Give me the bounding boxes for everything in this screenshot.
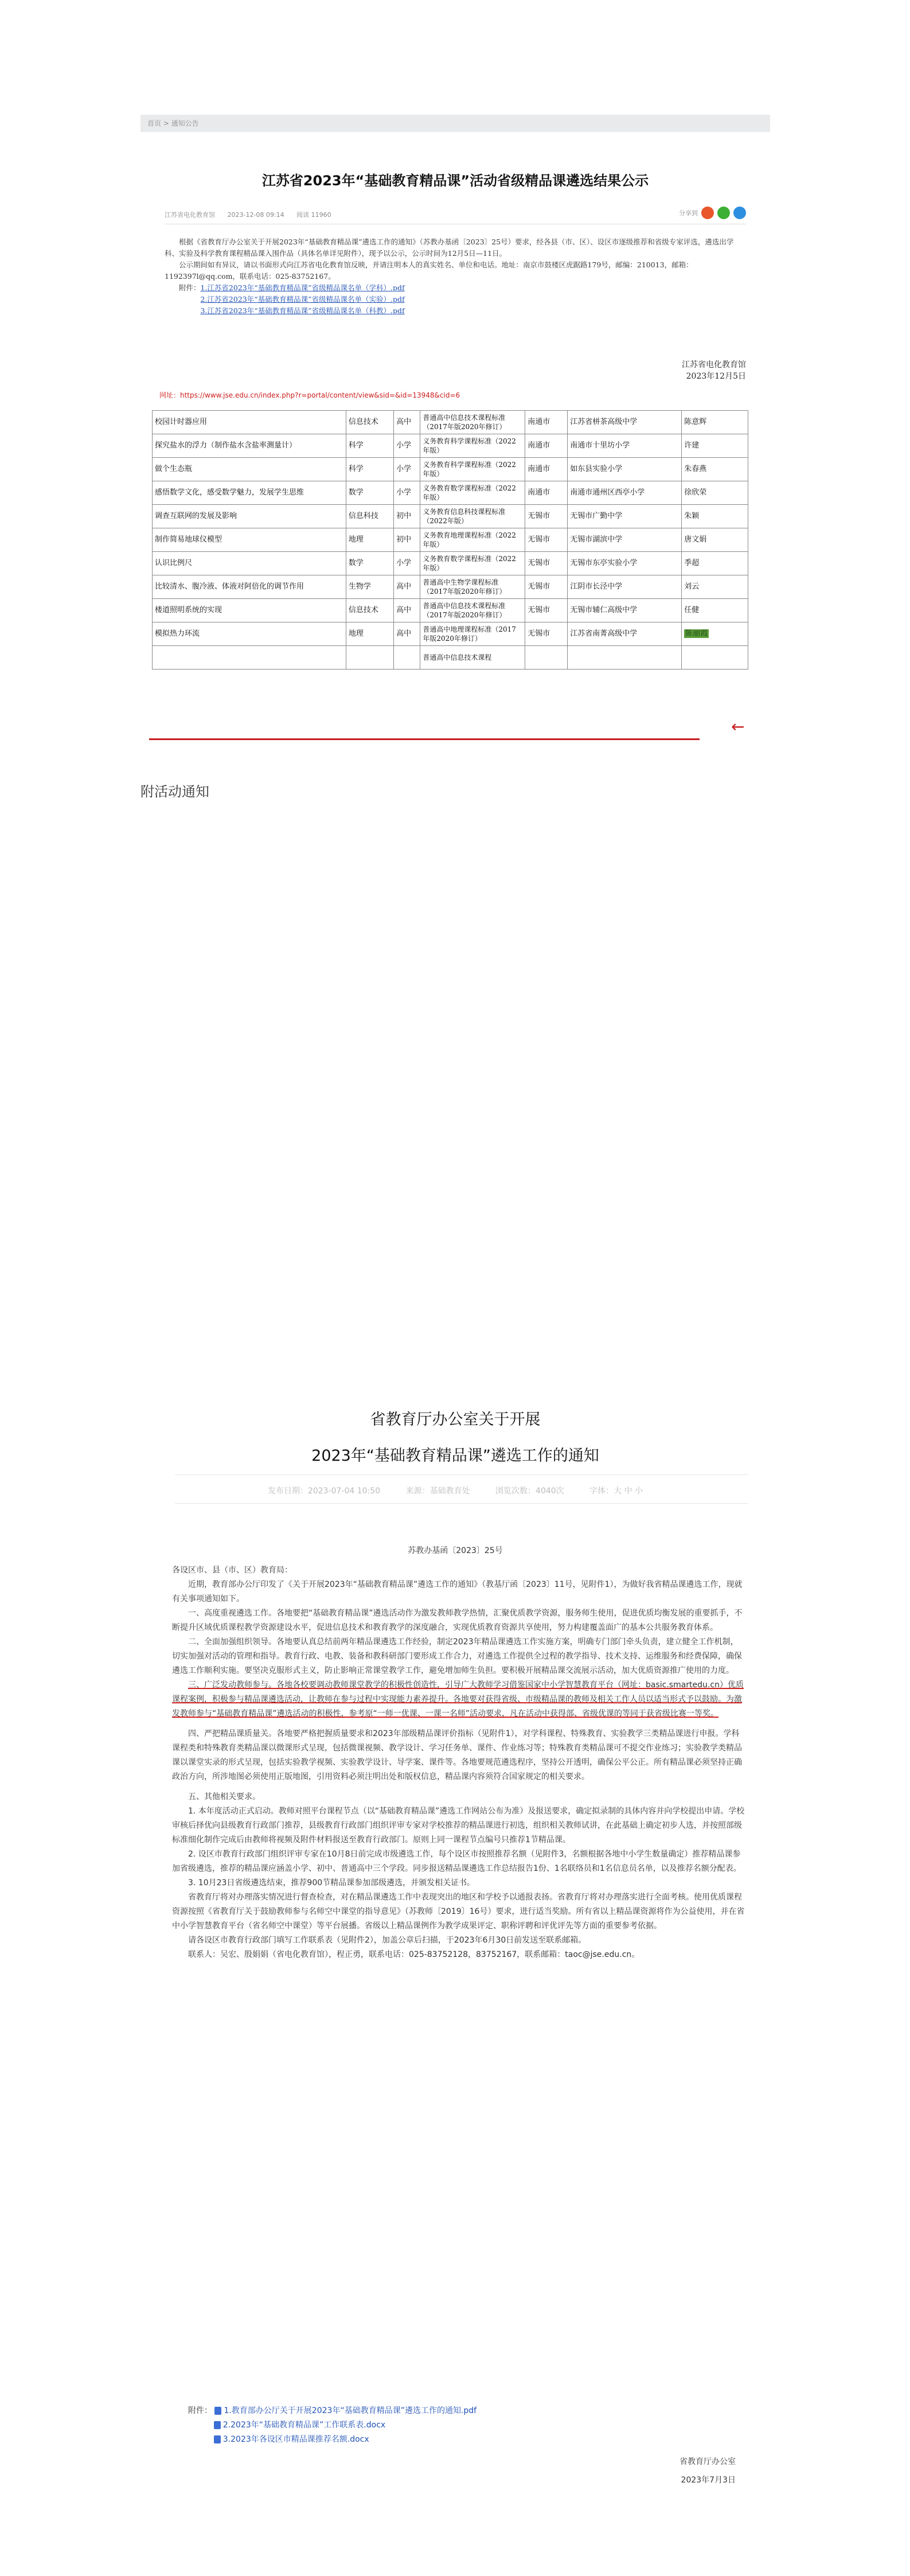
table-cell — [420, 599, 525, 622]
meta-published: 发布日期：2023-07-04 10:50 — [267, 1487, 381, 1496]
cell-text: 认识比例尺 — [155, 559, 193, 567]
cell-text: 季超 — [684, 559, 700, 567]
table-cell — [568, 646, 682, 670]
table-cell — [420, 505, 525, 528]
cell-text: 江阴市长泾中学 — [570, 582, 623, 591]
cell-text: 地理 — [348, 535, 364, 544]
share-label: 分享到 — [679, 209, 698, 217]
meta-views: 阅读 11960 — [296, 211, 331, 219]
table-cell — [682, 599, 748, 622]
table-cell — [346, 552, 393, 575]
sign-date: 2023年12月5日 — [686, 372, 746, 381]
table-row — [153, 646, 748, 670]
table-row — [153, 552, 748, 575]
table-cell — [346, 458, 393, 481]
cell-text: 义务教育信息科技课程标准（2022年版） — [423, 508, 506, 525]
cell-text: 小学 — [396, 465, 412, 473]
table-cell — [525, 411, 568, 434]
cell-text: 校园计时器应用 — [155, 418, 208, 426]
cell-text: 无锡市 — [528, 629, 550, 638]
cell-text: 信息技术 — [348, 418, 378, 426]
cell-text: 科学 — [348, 441, 364, 450]
body-paragraph: 3. 10月23日省级遴选结束，推荐900节精品课参加部级遴选，并颁发相关证书。 — [188, 1878, 475, 1888]
attachments — [165, 282, 746, 317]
table-cell — [525, 575, 568, 599]
cell-text: 南通市 — [528, 441, 550, 450]
table-cell — [346, 505, 393, 528]
caption: 附活动通知 — [140, 784, 209, 800]
cell-text: 小学 — [396, 488, 412, 497]
table-cell — [420, 575, 525, 599]
cell-text: 无锡市辅仁高级中学 — [570, 606, 638, 614]
table-cell — [525, 434, 568, 458]
table-cell — [420, 552, 525, 575]
table-cell — [394, 599, 420, 622]
cell-text: 数学 — [348, 488, 364, 497]
notice-body — [172, 1563, 745, 1962]
table-cell — [682, 411, 748, 434]
attachment-link[interactable]: 2.江苏省2023年“基础教育精品课”省级精品课名单（实验）.pdf — [200, 295, 405, 303]
table-cell — [346, 599, 393, 622]
notice-screenshot — [140, 1394, 770, 2485]
cell-text: 义务教育科学课程标准（2022年版） — [423, 461, 516, 478]
table-cell — [394, 434, 420, 458]
table-cell — [394, 622, 420, 646]
cell-text: 普通高中生物学课程标准（2017年版2020年修订） — [423, 578, 506, 596]
table-cell — [420, 528, 525, 552]
cell-text: 楼道照明系统的实现 — [155, 606, 222, 614]
attachments-label: 附件： — [188, 2406, 212, 2415]
table-cell — [420, 646, 525, 670]
table-row — [153, 599, 748, 622]
notice-title-line2: 2023年“基础教育精品课”遴选工作的通知 — [311, 1447, 599, 1465]
table-cell — [346, 434, 393, 458]
attachment-link[interactable]: 3.江苏省2023年“基础教育精品课”省级精品课名单（科教）.pdf — [200, 306, 405, 315]
cell-text: 陈意辉 — [684, 418, 707, 426]
table-cell — [525, 458, 568, 481]
url-line: 网址：https://www.jse.edu.cn/index.php?r=portal/content/view&sid=&id=13948&cid=6 — [159, 391, 460, 399]
cell-text: 如东县实验小学 — [570, 465, 623, 473]
table-cell — [682, 505, 748, 528]
table-cell — [153, 434, 346, 458]
attachments-label: 附件： — [179, 283, 201, 292]
cell-text: 无锡市 — [528, 535, 550, 544]
body-paragraph: 近期，教育部办公厅印发了《关于开展2023年“基础教育精品课”遴选工作的通知》（教基厅函〔2023〕11号，见附件1），为做好我省精品课遴选工作，现就有关事项通知如下。 — [172, 1580, 743, 1604]
table-cell — [394, 411, 420, 434]
body-paragraph-highlighted: 三、广泛发动教师参与。各地各校要调动教师课堂教学的积极性创造性，引导广大教师学习借鉴国家中小学智慧教育平台（网址：basic.smartedu.cn）优质课程案例，积极参与精品课遴选活动，让教师在参与过程中实现能力素养提升。各地要对获得省级、市级精品课的教师及相关工作人员以适当形式予以鼓励。为激发教师参与“基础教育精品课”遴选活动的积极性，参考原“一师一优课、一课一名师”活动要求，凡在活动中获得部、省级优课的等同于获省级比赛一等奖。 — [172, 1680, 744, 1718]
notice-title-line1: 省教育厅办公室关于开展 — [370, 1411, 541, 1429]
table-cell — [153, 622, 346, 646]
cell-text: 南通市十里坊小学 — [570, 441, 630, 450]
share-bar — [679, 207, 746, 219]
body-paragraph: 公示期间如有异议，请以书面形式向江苏省电化教育馆反映，并请注明本人的真实姓名、单位和电话。地址：南京市鼓楼区虎踞路179号，邮编：210013，邮箱：1192397l@qq.com，联系电话：025-83752167。 — [165, 260, 693, 281]
sign-org: 江苏省电化教育馆 — [682, 360, 746, 369]
table-cell — [346, 575, 393, 599]
cell-text: 做个生态瓶 — [155, 465, 193, 473]
table-row — [153, 575, 748, 599]
red-arrow-icon: ← — [731, 717, 745, 736]
table-cell — [682, 458, 748, 481]
cell-text: 感悟数学文化，感受数学魅力，发展学生思维 — [155, 488, 304, 497]
attachment-link[interactable]: 2.2023年“基础教育精品课”工作联系表.docx — [222, 2421, 386, 2430]
table-cell — [682, 646, 748, 670]
cell-text: 高中 — [396, 418, 412, 426]
body-paragraph: 根据《省教育厅办公室关于开展2023年“基础教育精品课”遴选工作的通知》（苏教办基函〔2023〕25号）要求，经各县（市、区）、设区市逐级推荐和省级专家评选，遴选出学科、实验及科学教育课程精品课入围作品（具体名单详见附件），现予以公示，公示时间为12月5日—11日。 — [165, 238, 734, 258]
cell-text: 陈丽霞 — [685, 629, 708, 638]
attachment-link[interactable]: 1.江苏省2023年“基础教育精品课”省级精品课名单（学科）.pdf — [200, 283, 405, 292]
cell-text: 无锡市 — [528, 559, 550, 567]
table-cell — [682, 434, 748, 458]
cell-text: 普通高中地理课程标准（2017年版2020年修订） — [423, 625, 516, 643]
cell-text: 无锡市 — [528, 606, 550, 614]
notice-attachments — [172, 2404, 745, 2447]
table-cell — [153, 411, 346, 434]
table-cell — [153, 505, 346, 528]
table-cell — [346, 481, 393, 505]
notice-signature — [679, 2453, 736, 2489]
sign-org: 省教育厅办公室 — [679, 2457, 736, 2466]
table-cell — [394, 575, 420, 599]
body-paragraph: 五、其他相关要求。 — [188, 1792, 260, 1801]
font-size-switcher[interactable]: 字体：大 中 小 — [589, 1487, 643, 1496]
table-cell — [525, 552, 568, 575]
announcement-title: 江苏省2023年“基础教育精品课”活动省级精品课遴选结果公示 — [261, 173, 649, 189]
table-cell — [682, 575, 748, 599]
table-cell — [394, 646, 420, 670]
qq-share-icon[interactable] — [733, 207, 746, 219]
cell-text: 无锡市 — [528, 582, 550, 591]
table-cell — [525, 481, 568, 505]
table-cell — [682, 552, 748, 575]
table-row — [153, 481, 748, 505]
announcement-body — [165, 236, 746, 317]
cell-text: 高中 — [396, 606, 412, 614]
attachment-link[interactable]: 3.2023年各设区市精品课推荐名额.docx — [222, 2435, 369, 2444]
table-cell — [394, 505, 420, 528]
table-row — [153, 528, 748, 552]
table-cell — [394, 552, 420, 575]
body-paragraph: 联系人：吴宏、殷娟娟（省电化教育馆），程正勇，联系电话：025-83752128，83752167，联系邮箱：taoc@jse.edu.cn。 — [188, 1950, 640, 1959]
table-row — [153, 622, 748, 646]
table-cell — [346, 528, 393, 552]
table-cell — [568, 434, 682, 458]
table-cell — [568, 575, 682, 599]
results-table — [152, 410, 748, 670]
body-paragraph: 省教育厅将对办理落实情况进行督查检查，对在精品课遴选工作中表现突出的地区和学校予以通报表扬。省教育厅将对办理落实进行全面考核。使用优质课程资源按照《省教育厅关于鼓励教师参与名师空中课堂的指导意见》（苏教师〔2019〕16号）要求，进行适当奖励。所有省以上精品课资源将作为公益使用，并在省中小学智慧教育平台（省名师空中课堂）等平台展播。省级以上精品课例作为教学成果评定、职称评聘和评优评先等方面的重要参考依据。 — [172, 1893, 745, 1931]
cell-text: 江苏省栟茶高级中学 — [570, 418, 638, 426]
meta-datetime: 2023-12-08 09:14 — [227, 211, 284, 219]
cell-text: 刘云 — [684, 582, 700, 591]
cell-text: 科学 — [348, 465, 364, 473]
cell-text: 任健 — [684, 606, 700, 614]
table-cell — [525, 599, 568, 622]
table-cell — [153, 481, 346, 505]
body-paragraph: 四、严把精品课质量关。各地要严格把握质量要求和2023年部级精品课评价指标（见附件1），对学科课程、特殊教育、实验教学三类精品课进行申报。学科课程类和特殊教育类精品课以微课形式呈现，包括微课视频、教学设计、学习任务单、课件、作业练习等；特殊教育类精品课可不提交作业练习；实验教学类精品课以课堂实录的形式呈现，包括实验教学视频、实验教学设计、导学案、课件等。各地要规范遴选程序，坚持公开透明，确保公平公正。所有精品课必须坚持正确政治方向，所涉地图必须使用正版地图，引用资料必须注明出处和版权信息，精品课内容须符合国家规定的相关要求。 — [172, 1729, 742, 1781]
cell-text: 无锡市广勤中学 — [570, 512, 623, 520]
cell-text: 无锡市 — [528, 512, 550, 520]
cell-text: 模拟热力环流 — [155, 629, 200, 638]
table-cell — [346, 646, 393, 670]
table-cell — [153, 552, 346, 575]
cell-text: 高中 — [396, 582, 412, 591]
table-cell — [153, 575, 346, 599]
cell-text: 调查互联网的发展及影响 — [155, 512, 237, 520]
body-paragraph: 2. 设区市教育行政部门组织评审专家在10月8日前完成市级遴选工作，每个设区市按照推荐名额（见附件3，名额根据各地中小学生数量确定）推荐精品课参加省级遴选，推荐的精品课应涵盖小学、初中、普通高中三个学段。同步报送精品课遴选工作总结报告1份、1名联络员和1名信息员名单，以及推荐名额分配表。 — [172, 1850, 741, 1873]
table-row — [153, 411, 748, 434]
table-row — [153, 458, 748, 481]
table-cell — [420, 411, 525, 434]
meta-source: 江苏省电化教育馆 — [165, 211, 215, 219]
body-paragraph: 二、全面加强组织领导。各地要认真总结前两年精品课遴选工作经验，制定2023年精品课遴选工作实施方案，明确专门部门牵头负责，建立健全工作机制，切实加强对活动的管理和指导。教育行政、电教、装备和教科研部门要形成工作合力，对遴选工作提供全过程的教学指导、技术支持、运维服务和经费保障，确保遴选工作顺利实施。要坚决克服形式主义，防止影响正常课堂教学工作，避免增加师生负担。要积极开展精品课交流展示活动，加大优质资源推广使用的力度。 — [172, 1637, 742, 1675]
cell-text: 朱春燕 — [684, 465, 707, 473]
cell-text: 探究盐水的浮力（制作盐水含盐率测量计） — [155, 441, 297, 450]
cell-text: 普通高中信息技术课程 — [423, 653, 492, 661]
table-cell — [420, 481, 525, 505]
doc-file-icon — [214, 2421, 221, 2429]
table-cell — [420, 622, 525, 646]
cell-text: 徐欣荣 — [684, 488, 707, 497]
table-cell — [153, 528, 346, 552]
cell-text: 小学 — [396, 559, 412, 567]
table-cell — [153, 599, 346, 622]
cell-text: 唐文娟 — [684, 535, 707, 544]
weibo-share-icon[interactable] — [701, 207, 714, 219]
table-cell — [682, 622, 748, 646]
table-cell — [420, 434, 525, 458]
cell-text: 初中 — [396, 535, 412, 544]
table-cell — [420, 458, 525, 481]
body-paragraph: 一、高度重视遴选工作。各地要把“基础教育精品课”遴选活动作为激发教师教学热情，汇聚优质教学资源，服务师生使用，促进优质均衡发展的重要抓手，不断提升区域优质课程教学资源建设水平，促进信息技术和教育教学的深度融合，实现优质教育资源共享使用，努力构建覆盖面广的基本公共服务教育体系。 — [172, 1609, 743, 1632]
attachment-link[interactable]: 1.教育部办公厅关于开展2023年“基础教育精品课”遴选工作的通知.pdf — [224, 2406, 477, 2415]
table-cell — [568, 481, 682, 505]
pdf-file-icon — [214, 2407, 221, 2415]
table-cell — [568, 528, 682, 552]
cell-text: 南通市通州区西亭小学 — [570, 488, 645, 497]
cell-text: 信息技术 — [348, 606, 378, 614]
cell-text: 高中 — [396, 629, 412, 638]
cell-text: 信息科技 — [348, 512, 378, 520]
meta-views: 浏览次数：4040次 — [495, 1487, 564, 1496]
salutation: 各设区市、县（市、区）教育局： — [172, 1566, 292, 1575]
table-cell — [682, 481, 748, 505]
divider — [175, 1503, 748, 1504]
table-cell — [394, 481, 420, 505]
cell-text: 义务教育数学课程标准（2022年版） — [423, 555, 516, 572]
table-row — [153, 505, 748, 528]
cell-text: 义务教育数学课程标准（2022年版） — [423, 484, 516, 501]
table-cell — [568, 599, 682, 622]
table-cell — [568, 552, 682, 575]
cell-text: 许建 — [684, 441, 700, 450]
table-cell — [568, 458, 682, 481]
table-cell — [153, 646, 346, 670]
cell-text: 无锡市东亭实验小学 — [570, 559, 638, 567]
cell-text: 普通高中信息技术课程标准（2017年版2020年修订） — [423, 414, 506, 431]
cell-text: 无锡市湖滨中学 — [570, 535, 623, 544]
table-cell — [346, 622, 393, 646]
wechat-share-icon[interactable] — [717, 207, 730, 219]
cell-text: 初中 — [396, 512, 412, 520]
table-row — [153, 434, 748, 458]
announcement-screenshot — [140, 115, 770, 756]
cell-text: 地理 — [348, 629, 364, 638]
table-cell — [525, 622, 568, 646]
table-cell — [525, 505, 568, 528]
cell-text: 江苏省南菁高级中学 — [570, 629, 638, 638]
cell-text: 小学 — [396, 441, 412, 450]
meta-source: 来源：基础教育处 — [405, 1487, 470, 1496]
cell-text: 义务教育地理课程标准（2022年版） — [423, 531, 516, 548]
cell-text: 普通高中信息技术课程标准（2017年版2020年修订） — [423, 602, 506, 619]
sign-date: 2023年7月3日 — [681, 2476, 736, 2485]
article-meta — [165, 210, 738, 219]
cell-text: 数学 — [348, 559, 364, 567]
table-cell — [394, 528, 420, 552]
signature — [682, 359, 746, 382]
cell-text: 南通市 — [528, 488, 550, 497]
cell-text: 生物学 — [348, 582, 371, 591]
cell-text: 制作简易地球仪模型 — [155, 535, 222, 544]
cell-text: 朱颖 — [684, 512, 700, 520]
table-cell — [682, 528, 748, 552]
breadcrumb[interactable]: 首页 > 通知公告 — [140, 115, 770, 132]
doc-file-icon — [214, 2435, 221, 2443]
table-cell — [525, 646, 568, 670]
cell-text: 比较清水、腹冷液、体液对阿倍化的调节作用 — [155, 582, 304, 591]
divider — [175, 1474, 748, 1475]
table-cell — [346, 411, 393, 434]
cell-text: 南通市 — [528, 418, 550, 426]
table-cell — [153, 458, 346, 481]
document-number: 苏教办基函〔2023〕25号 — [408, 1546, 503, 1555]
table-cell — [568, 622, 682, 646]
body-paragraph: 请各设区市教育行政部门填写工作联系表（见附件2），加盖公章后扫描，于2023年6月30日前发送至联系邮箱。 — [188, 1936, 587, 1945]
table-cell — [568, 411, 682, 434]
cell-text: 南通市 — [528, 465, 550, 473]
table-cell — [568, 505, 682, 528]
notice-meta — [140, 1485, 770, 1496]
table-cell — [525, 528, 568, 552]
body-paragraph: 1. 本年度活动正式启动。教师对照平台课程节点（以“基础教育精品课”遴选工作网站公布为准）及报送要求，确定拟录制的具体内容并向学校提出申请。学校审核后择优向县级教育行政部门推荐，县级教育行政部门组织评审专家对学校推荐的精品课进行初选，组织相关教师试讲，在此基础上确定初步人选，并按照部级标准细化制作完成后由教师将视频及附件材料报送至教育行政部门。原则上同一课程节点编号只推荐1节精品课。 — [172, 1807, 745, 1845]
cell-text: 义务教育科学课程标准（2022年版） — [423, 437, 516, 454]
red-underline-mark — [149, 738, 700, 740]
table-cell — [394, 458, 420, 481]
